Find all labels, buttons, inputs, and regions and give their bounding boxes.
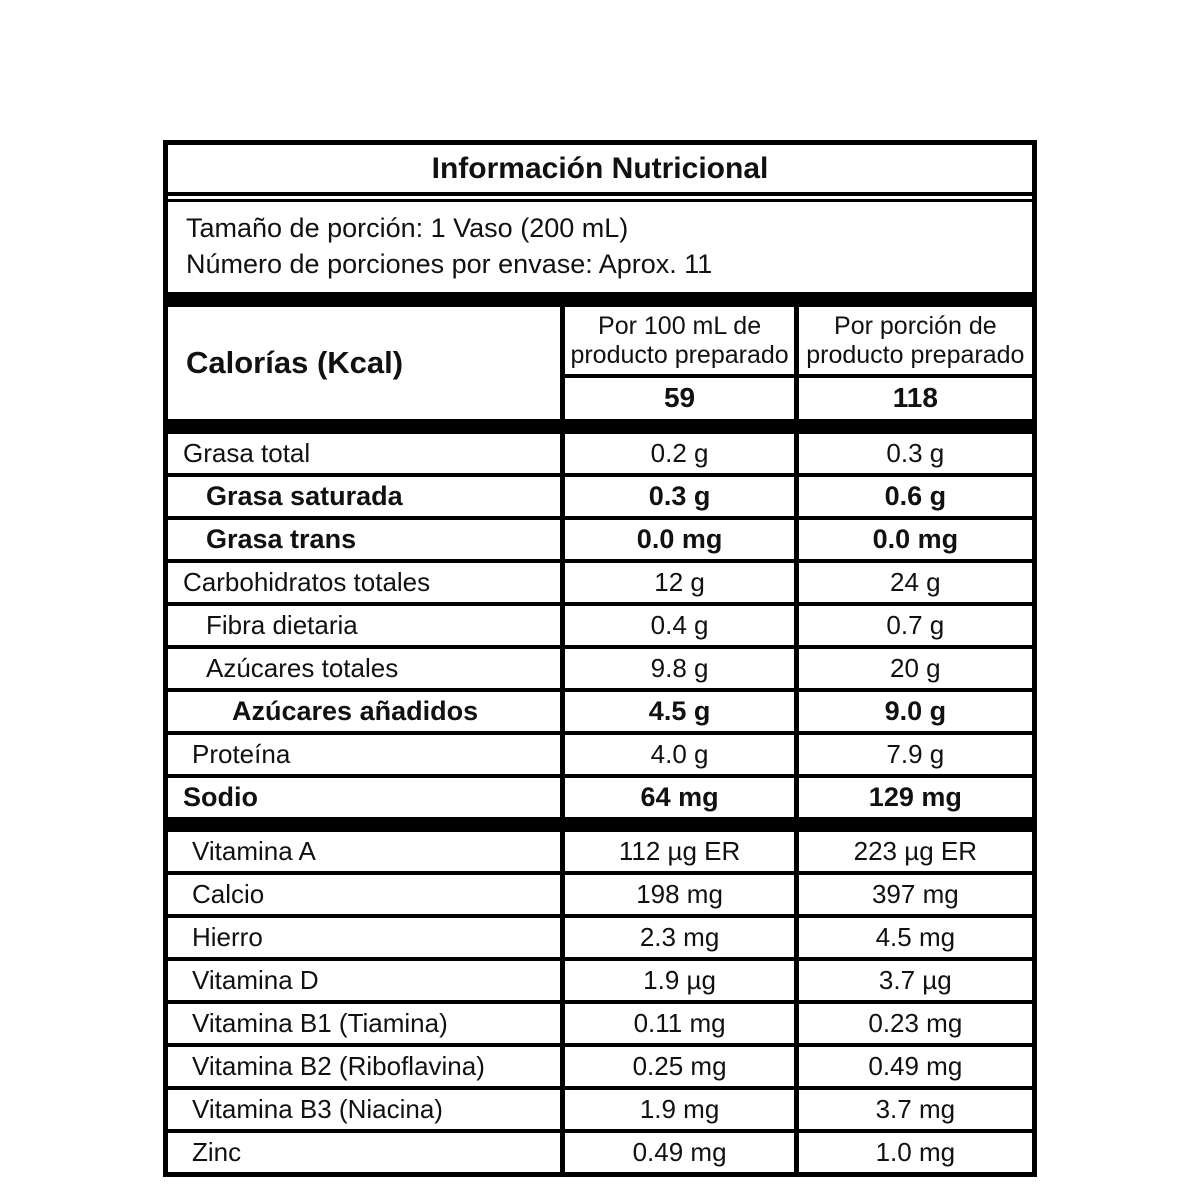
table-row-vitamina-b3: [168, 1090, 1032, 1133]
thick-divider-micros: [168, 817, 1032, 832]
table-row-fibra-dietaria: [168, 606, 1032, 649]
table-row-azucares-totales: [168, 649, 1032, 692]
row-value-portion: 20 g: [890, 652, 941, 683]
row-value-portion: 397 mg: [871, 878, 959, 909]
table-row-grasa-saturada: [168, 477, 1032, 520]
row-value-portion: 0.6 g: [884, 480, 947, 511]
table-row-grasa-trans: [168, 520, 1032, 563]
row-label: Grasa saturada: [168, 477, 565, 516]
row-value-100ml: 0.2 g: [565, 434, 798, 473]
row-label: Zinc: [168, 1133, 565, 1172]
row-value-portion: 0.7 g: [886, 609, 945, 640]
row-label: Azúcares añadidos: [168, 692, 565, 731]
row-label: Grasa trans: [168, 520, 565, 559]
table-row-vitamina-a: [168, 832, 1032, 875]
row-value-portion: 0.49 mg: [868, 1050, 963, 1081]
table-row-vitamina-d: [168, 961, 1032, 1004]
row-label: Sodio: [168, 778, 565, 817]
calories-label: Calorías (Kcal): [168, 307, 565, 419]
row-label: Azúcares totales: [168, 649, 565, 688]
row-value-100ml: 0.25 mg: [565, 1047, 798, 1086]
row-value-100ml: 12 g: [565, 563, 798, 602]
row-value-100ml: 1.9 mg: [565, 1090, 798, 1129]
table-row-grasa-total: [168, 434, 1032, 477]
row-value-portion: 129 mg: [868, 781, 962, 812]
row-value-100ml: 0.49 mg: [565, 1133, 798, 1172]
table-row-sodio: [168, 778, 1032, 817]
row-label: Hierro: [168, 918, 565, 957]
nutrition-facts-table: [163, 140, 1037, 1177]
row-label: Vitamina B2 (Riboflavina): [168, 1047, 565, 1086]
table-row-carbohidratos: [168, 563, 1032, 606]
row-value-portion: 3.7 µg: [878, 964, 952, 995]
row-value-100ml: 9.8 g: [565, 649, 798, 688]
row-value-100ml: 198 mg: [565, 875, 798, 914]
row-value-100ml: 4.5 g: [565, 692, 798, 731]
column-header-per-100ml: Por 100 mL de producto preparado: [565, 307, 798, 378]
row-value-portion: 7.9 g: [886, 738, 945, 769]
row-value-portion: 0.3 g: [886, 437, 945, 468]
table-row-calcio: [168, 875, 1032, 918]
servings-per-container-line: Número de porciones por envase: Aprox. 11: [186, 248, 713, 279]
row-label: Vitamina B1 (Tiamina): [168, 1004, 565, 1043]
calories-value-portion: 118: [892, 382, 938, 414]
row-label: Calcio: [168, 875, 565, 914]
row-value-portion: 1.0 mg: [875, 1136, 956, 1167]
row-label: Vitamina A: [168, 832, 565, 871]
serving-size-line: Tamaño de porción: 1 Vaso (200 mL): [186, 213, 629, 243]
row-value-100ml: 1.9 µg: [565, 961, 798, 1000]
row-label: Carbohidratos totales: [168, 563, 565, 602]
row-value-portion: 9.0 g: [884, 695, 947, 726]
row-label: Grasa total: [168, 434, 565, 473]
row-value-100ml: 64 mg: [565, 778, 798, 817]
row-label: Vitamina B3 (Niacina): [168, 1090, 565, 1129]
row-label: Fibra dietaria: [168, 606, 565, 645]
row-value-100ml: 112 µg ER: [565, 832, 798, 871]
row-value-100ml: 0.11 mg: [565, 1004, 798, 1043]
table-row-azucares-anadidos: [168, 692, 1032, 735]
serving-info: [168, 199, 1032, 292]
row-label: Vitamina D: [168, 961, 565, 1000]
row-value-100ml: 0.4 g: [565, 606, 798, 645]
table-row-vitamina-b1: [168, 1004, 1032, 1047]
row-value-100ml: 4.0 g: [565, 735, 798, 774]
thick-divider-top: [168, 292, 1032, 307]
row-value-portion: 0.23 mg: [868, 1007, 963, 1038]
calories-value-100ml: 59: [565, 378, 798, 419]
row-label: Proteína: [168, 735, 565, 774]
table-row-hierro: [168, 918, 1032, 961]
thick-divider-macros: [168, 419, 1032, 434]
row-value-100ml: 0.3 g: [565, 477, 798, 516]
row-value-portion: 4.5 mg: [875, 921, 956, 952]
row-value-portion: 3.7 mg: [875, 1093, 956, 1124]
table-row-proteina: [168, 735, 1032, 778]
table-row-zinc: [168, 1133, 1032, 1172]
table-row-vitamina-b2: [168, 1047, 1032, 1090]
row-value-portion: 223 µg ER: [853, 835, 978, 866]
table-title: Información Nutricional: [168, 145, 1032, 196]
row-value-100ml: 2.3 mg: [565, 918, 798, 957]
row-value-portion: 24 g: [890, 566, 941, 597]
column-header-per-portion: Por porción de producto preparado: [799, 307, 1032, 378]
calories-header: [168, 307, 1032, 419]
row-value-portion: 0.0 mg: [872, 523, 959, 554]
row-value-100ml: 0.0 mg: [565, 520, 798, 559]
